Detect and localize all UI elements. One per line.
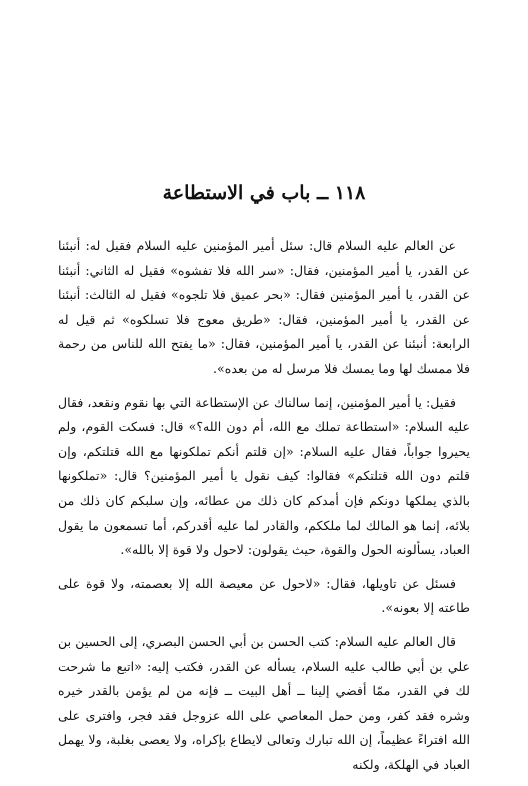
chapter-title: ١١٨ ــ باب في الاستطاعة [162, 182, 366, 204]
body-text [58, 234, 470, 786]
paragraph-1: عن العالم عليه السلام قال: سئل أمير المؤمنين عليه السلام فقيل له: أنبئنا عن القدر، يا أمير المؤمنين، فقال: «سر الله فلا تفشوه» فقيل له الثاني: أنبئنا عن القدر، يا أمير المؤمنين فقال: «بحر عميق فلا تلجوه» فقيل له الثالث: أنبئنا عن القدر، يا أمير المؤمنين، فقال: «طريق معوج فلا تسلكوه» ثم قيل له الرابعة: أنبئنا عن القدر، يا أمير المؤمنين، فقال: «ما يفتح الله للناس من رحمة فلا ممسك لها وما يمسك فلا مرسل له من بعده». [58, 238, 470, 376]
paragraph-4: قال العالم عليه السلام: كتب الحسن بن أبي الحسن البصري، إلى الحسين بن علي بن أبي طالب عليه السلام، يسأله عن القدر، فكتب إليه: «اتبع ما شرحت لك في القدر، ممّا أفضي إلينا ــ أهل البيت ــ فإنه من لم يؤمن بالقدر خيره وشره فقد كفر، ومن حمل المعاصي على الله عزوجل فقد فجر، وافترى على الله افتراءً عظيماً، إن الله تبارك وتعالى لايطاع بإكراه، ولا يعصى بغلبة، ولا يهمل العباد في الهلكة، ولكنه [58, 633, 470, 772]
paragraph-2: فقيل: يا أمير المؤمنين، إنما سالناك عن الإستطاعة التي بها نقوم ونقعد، فقال عليه السلام: «استطاعة تملك مع الله، أم دون الله؟» قال: فسكت القوم، ولم يحيروا جواباً، فقال عليه السلام: «إن قلتم أنكم تملكونها مع الله قتلتكم، وإن قلتم دون الله قتلتكم» فقالوا: كيف نقول يا أمير المؤمنين؟ قال: «تملكونها بالذي يملكها دونكم فإن أمدكم كان ذلك من عطائه، وإن سلبكم كان ذلك من بلائه، إنما هو المالك لما ملككم، والقادر لما عليه أقدركم، أما تسمعون ما يقول العباد، يسألونه الحول والقوة، حيث يقولون: لاحول ولا قوة إلا بالله». [58, 394, 470, 558]
paragraph-3: فسئل عن تاويلها، فقال: «لاحول عن معيصة الله إلا بعصمته، ولا قوة على طاعته إلا بعونه». [58, 575, 470, 616]
